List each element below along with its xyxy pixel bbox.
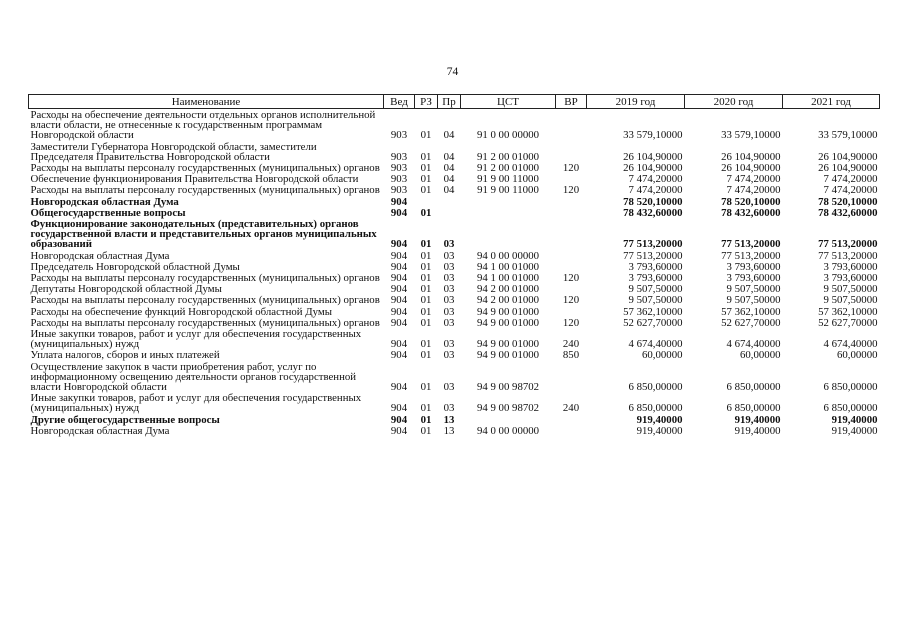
table-row: [29, 392, 880, 413]
cell-2020: 60,00000: [740, 349, 781, 362]
table-row: [29, 261, 880, 272]
cell-pr: 03: [443, 238, 455, 251]
cell-2021: 52 627,70000: [818, 316, 878, 329]
cell-name: Иные закупки товаров, работ и услуг для обеспечения государственных (муниципальных) нужд: [30, 328, 362, 351]
cell-2021: 4 674,40000: [823, 338, 878, 351]
header-ved: Вед: [384, 95, 415, 109]
header-vr: ВР: [556, 95, 587, 109]
table-row: [29, 283, 880, 294]
table-row: [29, 272, 880, 283]
cell-ved: 904: [390, 338, 408, 351]
cell-2019: 52 627,70000: [623, 316, 683, 329]
cell-ved: 904: [390, 294, 408, 307]
cell-rz: 01: [420, 249, 432, 262]
cell-rz: [415, 196, 438, 207]
cell-2020: 57 362,10000: [721, 305, 781, 318]
page-number: 74: [446, 66, 459, 78]
cell-ved: 904: [390, 260, 408, 273]
cell-2020: 7 474,20000: [726, 173, 781, 186]
cell-cst: [461, 218, 556, 250]
table-row: [29, 306, 880, 317]
cell-pr: [438, 207, 461, 218]
cell-vr: 850: [562, 349, 580, 362]
cell-rz: 01: [420, 424, 432, 437]
cell-rz: 01: [420, 129, 432, 142]
cell-2020: 77 513,20000: [721, 238, 781, 251]
table-row: [29, 109, 880, 141]
cell-2021: 26 104,90000: [818, 162, 878, 175]
cell-name: Другие общегосударственные вопросы: [30, 413, 220, 426]
cell-vr: 120: [562, 162, 580, 175]
cell-vr: [556, 207, 587, 218]
cell-pr: 03: [443, 381, 455, 394]
cell-vr: 240: [562, 402, 580, 415]
cell-2021: 78 432,60000: [818, 206, 878, 219]
cell-ved: 904: [390, 381, 408, 394]
table-row: [29, 184, 880, 195]
cell-pr: 03: [443, 283, 455, 296]
table-row: [29, 218, 880, 250]
cell-2020: 26 104,90000: [721, 150, 781, 163]
cell-2021: 3 793,60000: [823, 260, 878, 273]
cell-rz: 01: [420, 162, 432, 175]
cell-ved: 904: [390, 424, 408, 437]
budget-table: [28, 94, 880, 436]
cell-ved: 904: [390, 402, 408, 415]
cell-2019: 3 793,60000: [628, 260, 683, 273]
cell-2020: 77 513,20000: [721, 249, 781, 262]
cell-name: Уплата налогов, сборов и иных платежей: [30, 349, 220, 362]
cell-vr: [556, 306, 587, 317]
cell-name: Осуществление закупок в части приобретения работ, услуг по информационному освещению деятельности органов государственной власти Новгородской области: [30, 360, 357, 394]
cell-2019: 6 850,00000: [628, 402, 683, 415]
cell-2021: 919,40000: [831, 413, 878, 426]
cell-pr: 13: [443, 424, 455, 437]
table-row: [29, 141, 880, 162]
cell-ved: 904: [390, 238, 408, 251]
cell-name: Председатель Новгородской областной Думы: [30, 260, 240, 273]
cell-rz: 01: [420, 402, 432, 415]
cell-rz: 01: [420, 338, 432, 351]
cell-pr: 13: [443, 413, 455, 426]
table-row: [29, 294, 880, 305]
cell-rz: 01: [420, 413, 432, 426]
cell-2020: 4 674,40000: [726, 338, 781, 351]
cell-cst: 94 9 00 98702: [476, 381, 540, 394]
cell-cst: 94 9 00 98702: [476, 402, 540, 415]
cell-2019: 78 432,60000: [623, 206, 683, 219]
cell-2020: 9 507,50000: [726, 283, 781, 296]
cell-name: Расходы на выплаты персоналу государственных (муниципальных) органов: [30, 184, 380, 197]
cell-cst: 94 1 00 01000: [476, 272, 540, 285]
cell-cst: 94 9 00 01000: [476, 338, 540, 351]
header-cst: ЦСТ: [461, 95, 556, 109]
cell-2019: 33 579,10000: [623, 129, 683, 142]
cell-rz: 01: [420, 316, 432, 329]
cell-name: Новгородская областная Дума: [30, 424, 170, 437]
cell-ved: 904: [390, 249, 408, 262]
cell-ved: 904: [390, 283, 408, 296]
cell-2019: 9 507,50000: [628, 294, 683, 307]
cell-ved: 903: [390, 150, 408, 163]
cell-cst: 94 9 00 01000: [476, 316, 540, 329]
cell-cst: 94 1 00 01000: [476, 260, 540, 273]
cell-2021: 6 850,00000: [823, 402, 878, 415]
table-row: [29, 349, 880, 360]
cell-rz: 01: [420, 272, 432, 285]
cell-pr: 03: [443, 316, 455, 329]
cell-vr: 120: [562, 184, 580, 197]
cell-vr: [556, 414, 587, 425]
cell-2021: 3 793,60000: [823, 272, 878, 285]
cell-rz: 01: [420, 294, 432, 307]
cell-2019: 26 104,90000: [623, 162, 683, 175]
cell-2020: 7 474,20000: [726, 184, 781, 197]
cell-cst: 91 9 00 11000: [477, 173, 539, 186]
cell-cst: 91 2 00 01000: [476, 162, 540, 175]
cell-rz: 01: [420, 260, 432, 273]
cell-ved: 903: [390, 173, 408, 186]
cell-2021: 33 579,10000: [818, 129, 878, 142]
header-rz: РЗ: [415, 95, 438, 109]
table-row: [29, 425, 880, 436]
cell-name: Обеспечение функционирования Правительства Новгородской области: [30, 173, 359, 186]
cell-2019: 78 520,10000: [623, 195, 683, 208]
table-row: [29, 250, 880, 261]
cell-rz: 01: [420, 173, 432, 186]
cell-vr: [556, 250, 587, 261]
cell-cst: 94 0 00 00000: [476, 249, 540, 262]
cell-2021: 57 362,10000: [818, 305, 878, 318]
cell-ved: 903: [390, 162, 408, 175]
cell-pr: 03: [443, 260, 455, 273]
cell-2020: 52 627,70000: [721, 316, 781, 329]
cell-2019: 77 513,20000: [623, 249, 683, 262]
cell-rz: 01: [420, 381, 432, 394]
header-2019: 2019 год: [587, 95, 685, 109]
cell-2020: 78 432,60000: [721, 206, 781, 219]
cell-name: Расходы на выплаты персоналу государственных (муниципальных) органов: [30, 162, 380, 175]
cell-2021: 60,00000: [837, 349, 878, 362]
cell-vr: 120: [562, 316, 580, 329]
cell-pr: 03: [443, 272, 455, 285]
cell-ved: 904: [390, 272, 408, 285]
cell-2021: 77 513,20000: [818, 249, 878, 262]
cell-pr: 03: [443, 305, 455, 318]
header-name: Наименование: [29, 95, 384, 109]
cell-2019: 7 474,20000: [628, 184, 683, 197]
cell-vr: [556, 261, 587, 272]
cell-2020: 919,40000: [734, 413, 781, 426]
cell-ved: 904: [390, 349, 408, 362]
cell-2019: 26 104,90000: [623, 150, 683, 163]
cell-ved: 904: [390, 206, 408, 219]
cell-name: Иные закупки товаров, работ и услуг для обеспечения государственных (муниципальных) нужд: [30, 392, 362, 415]
cell-name: Расходы на выплаты персоналу государственных (муниципальных) органов: [30, 272, 380, 285]
cell-ved: 904: [390, 413, 408, 426]
cell-2021: 9 507,50000: [823, 283, 878, 296]
cell-2020: 919,40000: [734, 424, 781, 437]
cell-2019: 4 674,40000: [628, 338, 683, 351]
cell-rz: 01: [420, 349, 432, 362]
cell-cst: 94 9 00 01000: [476, 305, 540, 318]
table-row: [29, 361, 880, 393]
cell-rz: 01: [420, 283, 432, 296]
cell-cst: 94 0 00 00000: [476, 424, 540, 437]
cell-vr: [556, 109, 587, 141]
header-2021: 2021 год: [783, 95, 880, 109]
cell-name: Функционирование законодательных (представительных) органов государственной власти и представительных органов муниципальных образований: [30, 218, 377, 251]
cell-cst: 94 2 00 01000: [476, 294, 540, 307]
cell-ved: 904: [390, 305, 408, 318]
cell-2019: 77 513,20000: [623, 238, 683, 251]
cell-name: Депутаты Новгородской областной Думы: [30, 283, 222, 296]
cell-vr: [556, 425, 587, 436]
cell-name: Расходы на обеспечение функций Новгородской областной Думы: [30, 305, 332, 318]
cell-ved: 903: [390, 184, 408, 197]
cell-2020: 78 520,10000: [721, 195, 781, 208]
cell-2019: 9 507,50000: [628, 283, 683, 296]
cell-vr: [556, 141, 587, 162]
cell-cst: 94 9 00 01000: [476, 349, 540, 362]
cell-ved: 903: [390, 129, 408, 142]
cell-2020: 6 850,00000: [726, 402, 781, 415]
cell-2019: 57 362,10000: [623, 305, 683, 318]
cell-2021: 919,40000: [831, 424, 878, 437]
cell-2019: 6 850,00000: [628, 381, 683, 394]
cell-2021: 77 513,20000: [818, 238, 878, 251]
cell-2021: 6 850,00000: [823, 381, 878, 394]
cell-rz: 01: [420, 150, 432, 163]
cell-vr: [556, 173, 587, 184]
table-header-row: [29, 95, 880, 109]
cell-vr: [556, 218, 587, 250]
cell-2021: 9 507,50000: [823, 294, 878, 307]
cell-pr: 03: [443, 349, 455, 362]
table-row: [29, 317, 880, 328]
cell-pr: 04: [443, 184, 455, 197]
cell-pr: 04: [443, 129, 455, 142]
cell-rz: 01: [420, 238, 432, 251]
cell-2019: 3 793,60000: [628, 272, 683, 285]
cell-2019: 919,40000: [636, 413, 683, 426]
cell-cst: 94 2 00 01000: [476, 283, 540, 296]
cell-ved: 904: [390, 316, 408, 329]
cell-rz: 01: [420, 184, 432, 197]
cell-cst: [461, 196, 556, 207]
cell-vr: [556, 361, 587, 393]
cell-cst: 91 9 00 11000: [477, 184, 539, 197]
cell-pr: 03: [443, 338, 455, 351]
cell-2020: 33 579,10000: [721, 129, 781, 142]
cell-2020: 3 793,60000: [726, 272, 781, 285]
cell-pr: 03: [443, 249, 455, 262]
cell-cst: 91 0 00 00000: [476, 129, 540, 142]
cell-cst: 91 2 00 01000: [476, 150, 540, 163]
cell-2021: 7 474,20000: [823, 184, 878, 197]
cell-2019: 7 474,20000: [628, 173, 683, 186]
table-row: [29, 162, 880, 173]
cell-2019: 919,40000: [636, 424, 683, 437]
table-row: [29, 328, 880, 349]
cell-name: Заместители Губернатора Новгородской области, заместители Председателя Правительства Новгородской области: [30, 140, 317, 163]
header-pr: Пр: [438, 95, 461, 109]
cell-vr: 120: [562, 272, 580, 285]
table-body: [29, 109, 880, 437]
table-row: [29, 196, 880, 207]
cell-vr: 240: [562, 338, 580, 351]
cell-2020: 9 507,50000: [726, 294, 781, 307]
header-2020: 2020 год: [685, 95, 783, 109]
cell-2020: 6 850,00000: [726, 381, 781, 394]
cell-rz: 01: [420, 305, 432, 318]
cell-ved: 904: [390, 195, 408, 208]
cell-cst: [461, 414, 556, 425]
cell-pr: [438, 196, 461, 207]
cell-2021: 26 104,90000: [818, 150, 878, 163]
cell-name: Новгородская областная Дума: [30, 249, 170, 262]
cell-pr: 03: [443, 294, 455, 307]
cell-name: Новгородская областная Дума: [30, 195, 179, 208]
cell-pr: 03: [443, 402, 455, 415]
cell-pr: 04: [443, 173, 455, 186]
cell-name: Расходы на выплаты персоналу государственных (муниципальных) органов: [30, 294, 380, 307]
cell-2020: 26 104,90000: [721, 162, 781, 175]
cell-name: Расходы на выплаты персоналу государственных (муниципальных) органов: [30, 316, 380, 329]
cell-2021: 78 520,10000: [818, 195, 878, 208]
cell-pr: 04: [443, 150, 455, 163]
cell-name: Общегосударственные вопросы: [30, 206, 186, 219]
cell-cst: [461, 207, 556, 218]
cell-vr: [556, 283, 587, 294]
cell-name: Расходы на обеспечение деятельности отдельных органов исполнительной власти области, не отнесенные к государственным программам Новгородской области: [30, 109, 376, 142]
cell-pr: 04: [443, 162, 455, 175]
cell-vr: [556, 196, 587, 207]
cell-vr: 120: [562, 294, 580, 307]
table-row: [29, 173, 880, 184]
table-row: [29, 207, 880, 218]
cell-2020: 3 793,60000: [726, 260, 781, 273]
cell-2021: 7 474,20000: [823, 173, 878, 186]
cell-rz: 01: [420, 206, 432, 219]
table-row: [29, 414, 880, 425]
cell-2019: 60,00000: [642, 349, 683, 362]
